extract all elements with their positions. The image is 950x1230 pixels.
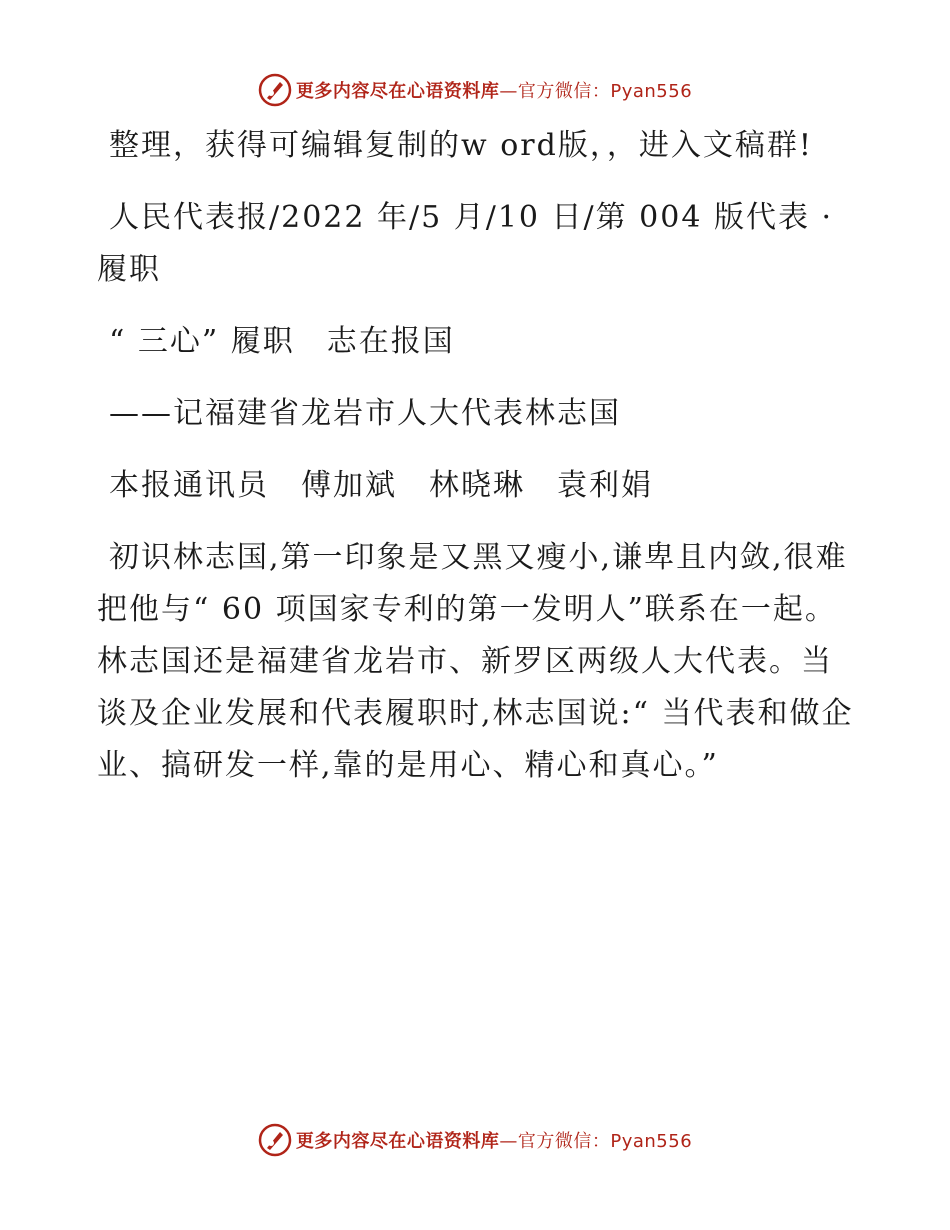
watermark-tail: —官方微信：Pyan556: [499, 1131, 693, 1152]
document-body: [97, 120, 857, 812]
watermark-text: 更多内容尽在心语资料库: [295, 1131, 500, 1152]
intro-paragraph: 整理，获得可编辑复制的w ord版，，进入文稿群!: [109, 128, 813, 163]
quill-logo-icon: [258, 1123, 292, 1157]
byline: 本报通讯员 傅加斌 林晓琳 袁利娟: [109, 468, 653, 503]
watermark-tail: —官方微信：Pyan556: [499, 81, 693, 102]
watermark-text: 更多内容尽在心语资料库: [295, 81, 500, 102]
watermark-banner-bottom: [0, 1120, 950, 1160]
article-subtitle: ——记福建省龙岩市人大代表林志国: [109, 396, 621, 431]
watermark-banner-top: [0, 70, 950, 110]
source-line: 人民代表报/2022 年/5 月/10 日/第 004 版代表 · 履职: [97, 200, 834, 287]
quill-logo-icon: [258, 73, 292, 107]
body-paragraph: 初识林志国,第一印象是又黑又瘦小,谦卑且内敛,很难把他与“ 60 项国家专利的第一发明人”联系在一起。林志国还是福建省龙岩市、新罗区两级人大代表。当谈及企业发展和代表履职时,林志国说:“ 当代表和做企业、搞研发一样,靠的是用心、精心和真心。”: [97, 540, 854, 783]
article-title: “ 三心” 履职 志在报国: [109, 324, 455, 359]
